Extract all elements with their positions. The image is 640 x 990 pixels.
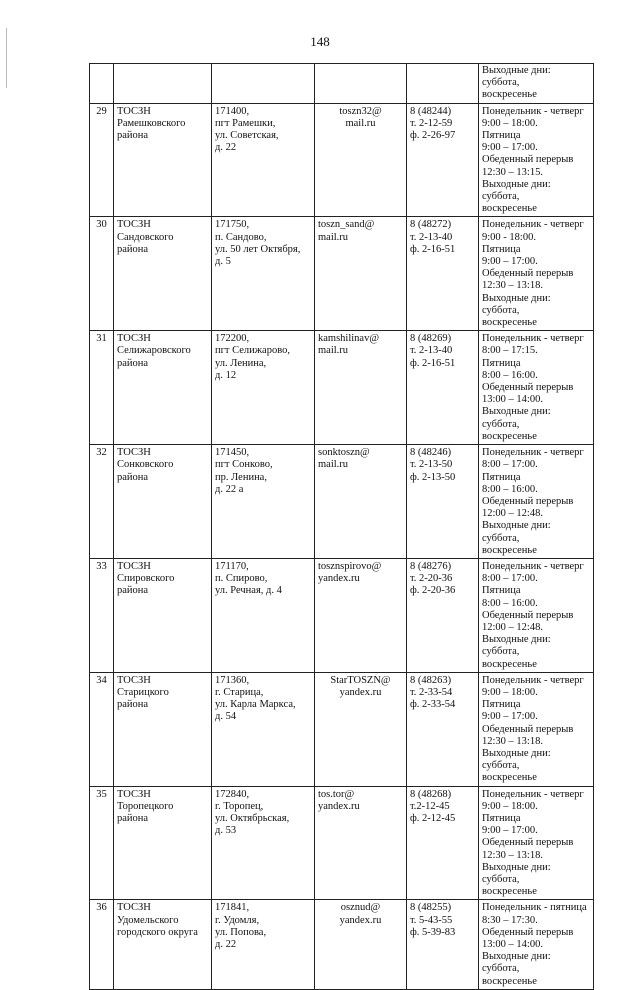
- phone-cell: 8 (48268) т.2-12-45 ф. 2-12-45: [407, 786, 479, 900]
- office-name-cell: ТОСЗН Сандовского района: [114, 217, 212, 331]
- row-number-cell: 34: [90, 672, 114, 786]
- email-cell: kamshilinav@ mail.ru: [315, 331, 407, 445]
- phone-cell: 8 (48263) т. 2-33-54 ф. 2-33-54: [407, 672, 479, 786]
- address-cell: 172840, г. Торопец, ул. Октябрьская, д. 53: [212, 786, 315, 900]
- phone-cell: 8 (48276) т. 2-20-36 ф. 2-20-36: [407, 558, 479, 672]
- row-number-cell: 29: [90, 103, 114, 217]
- office-directory-table: [89, 63, 594, 990]
- email-cell: osznud@ yandex.ru: [315, 900, 407, 989]
- page-number: 148: [310, 34, 330, 49]
- working-hours-cell: Понедельник - четверг 8:00 – 17:00. Пятница 8:00 – 16:00. Обеденный перерыв 12:00 – 12:48. Выходные дни: суббота, воскресенье: [479, 445, 594, 559]
- phone-cell: 8 (48255) т. 5-43-55 ф. 5-39-83: [407, 900, 479, 989]
- row-number-cell: 32: [90, 445, 114, 559]
- office-name-cell: ТОСЗН Спировского района: [114, 558, 212, 672]
- office-name-cell: ТОСЗН Старицкого района: [114, 672, 212, 786]
- phone-cell: 8 (48272) т. 2-13-40 ф. 2-16-51: [407, 217, 479, 331]
- row-number-cell: 30: [90, 217, 114, 331]
- address-cell: 171750, п. Сандово, ул. 50 лет Октября, д. 5: [212, 217, 315, 331]
- working-hours-cell: Понедельник - пятница 8:30 – 17:30. Обеденный перерыв 13:00 – 14:00. Выходные дни: суббота, воскресенье: [479, 900, 594, 989]
- office-name-cell: ТОСЗН Торопецкого района: [114, 786, 212, 900]
- office-name-cell: ТОСЗН Удомельского городского округа: [114, 900, 212, 989]
- row-number-cell: 31: [90, 331, 114, 445]
- working-hours-cell: Понедельник - четверг 9:00 – 18:00. Пятница 9:00 – 17:00. Обеденный перерыв 12:30 – 13:18. Выходные дни: суббота, воскресенье: [479, 786, 594, 900]
- row-number-cell: 36: [90, 900, 114, 989]
- table-row: [90, 331, 594, 445]
- email-cell: tosznspirovo@ yandex.ru: [315, 558, 407, 672]
- working-hours-cell: Понедельник - четверг 9:00 – 18:00. Пятница 9:00 – 17:00. Обеденный перерыв 12:30 – 13:18. Выходные дни: суббота, воскресенье: [479, 672, 594, 786]
- table-row: [90, 558, 594, 672]
- row-number-cell: [90, 64, 114, 104]
- address-cell: 172200, пгт Селижарово, ул. Ленина, д. 12: [212, 331, 315, 445]
- office-name-cell: ТОСЗН Рамешковского района: [114, 103, 212, 217]
- phone-cell: 8 (48269) т. 2-13-40 ф. 2-16-51: [407, 331, 479, 445]
- office-name-cell: [114, 64, 212, 104]
- email-cell: [315, 64, 407, 104]
- email-cell: toszn_sand@ mail.ru: [315, 217, 407, 331]
- table-row: [90, 900, 594, 989]
- table-row: [90, 217, 594, 331]
- table-row-continuation: [90, 64, 594, 104]
- table-row: [90, 103, 594, 217]
- phone-cell: 8 (48244) т. 2-12-59 ф. 2-26-97: [407, 103, 479, 217]
- working-hours-cell: Понедельник - четверг 9:00 – 18:00. Пятница 9:00 – 17:00. Обеденный перерыв 12:30 – 13:15. Выходные дни: суббота, воскресенье: [479, 103, 594, 217]
- office-name-cell: ТОСЗН Селижаровского района: [114, 331, 212, 445]
- phone-cell: [407, 64, 479, 104]
- email-cell: StarTOSZN@ yandex.ru: [315, 672, 407, 786]
- table-body: [90, 64, 594, 990]
- table-row: [90, 445, 594, 559]
- address-cell: 171841, г. Удомля, ул. Попова, д. 22: [212, 900, 315, 989]
- address-cell: 171450, пгт Сонково, пр. Ленина, д. 22 а: [212, 445, 315, 559]
- table-row: [90, 786, 594, 900]
- address-cell: [212, 64, 315, 104]
- office-name-cell: ТОСЗН Сонковского района: [114, 445, 212, 559]
- phone-cell: 8 (48246) т. 2-13-50 ф. 2-13-50: [407, 445, 479, 559]
- table-row: [90, 672, 594, 786]
- working-hours-cell: Понедельник - четверг 9:00 - 18:00. Пятница 9:00 – 17:00. Обеденный перерыв 12:30 – 13:18. Выходные дни: суббота, воскресенье: [479, 217, 594, 331]
- address-cell: 171360, г. Старица, ул. Карла Маркса, д. 54: [212, 672, 315, 786]
- email-cell: sonktoszn@ mail.ru: [315, 445, 407, 559]
- email-cell: tos.tor@ yandex.ru: [315, 786, 407, 900]
- working-hours-cell: Выходные дни: суббота, воскресенье: [479, 64, 594, 104]
- row-number-cell: 35: [90, 786, 114, 900]
- email-cell: toszn32@ mail.ru: [315, 103, 407, 217]
- address-cell: 171170, п. Спирово, ул. Речная, д. 4: [212, 558, 315, 672]
- working-hours-cell: Понедельник - четверг 8:00 – 17:15. Пятница 8:00 – 16:00. Обеденный перерыв 13:00 – 14:00. Выходные дни: суббота, воскресенье: [479, 331, 594, 445]
- address-cell: 171400, пгт Рамешки, ул. Советская, д. 22: [212, 103, 315, 217]
- working-hours-cell: Понедельник - четверг 8:00 – 17:00. Пятница 8:00 – 16:00. Обеденный перерыв 12:00 – 12:48. Выходные дни: суббота, воскресенье: [479, 558, 594, 672]
- row-number-cell: 33: [90, 558, 114, 672]
